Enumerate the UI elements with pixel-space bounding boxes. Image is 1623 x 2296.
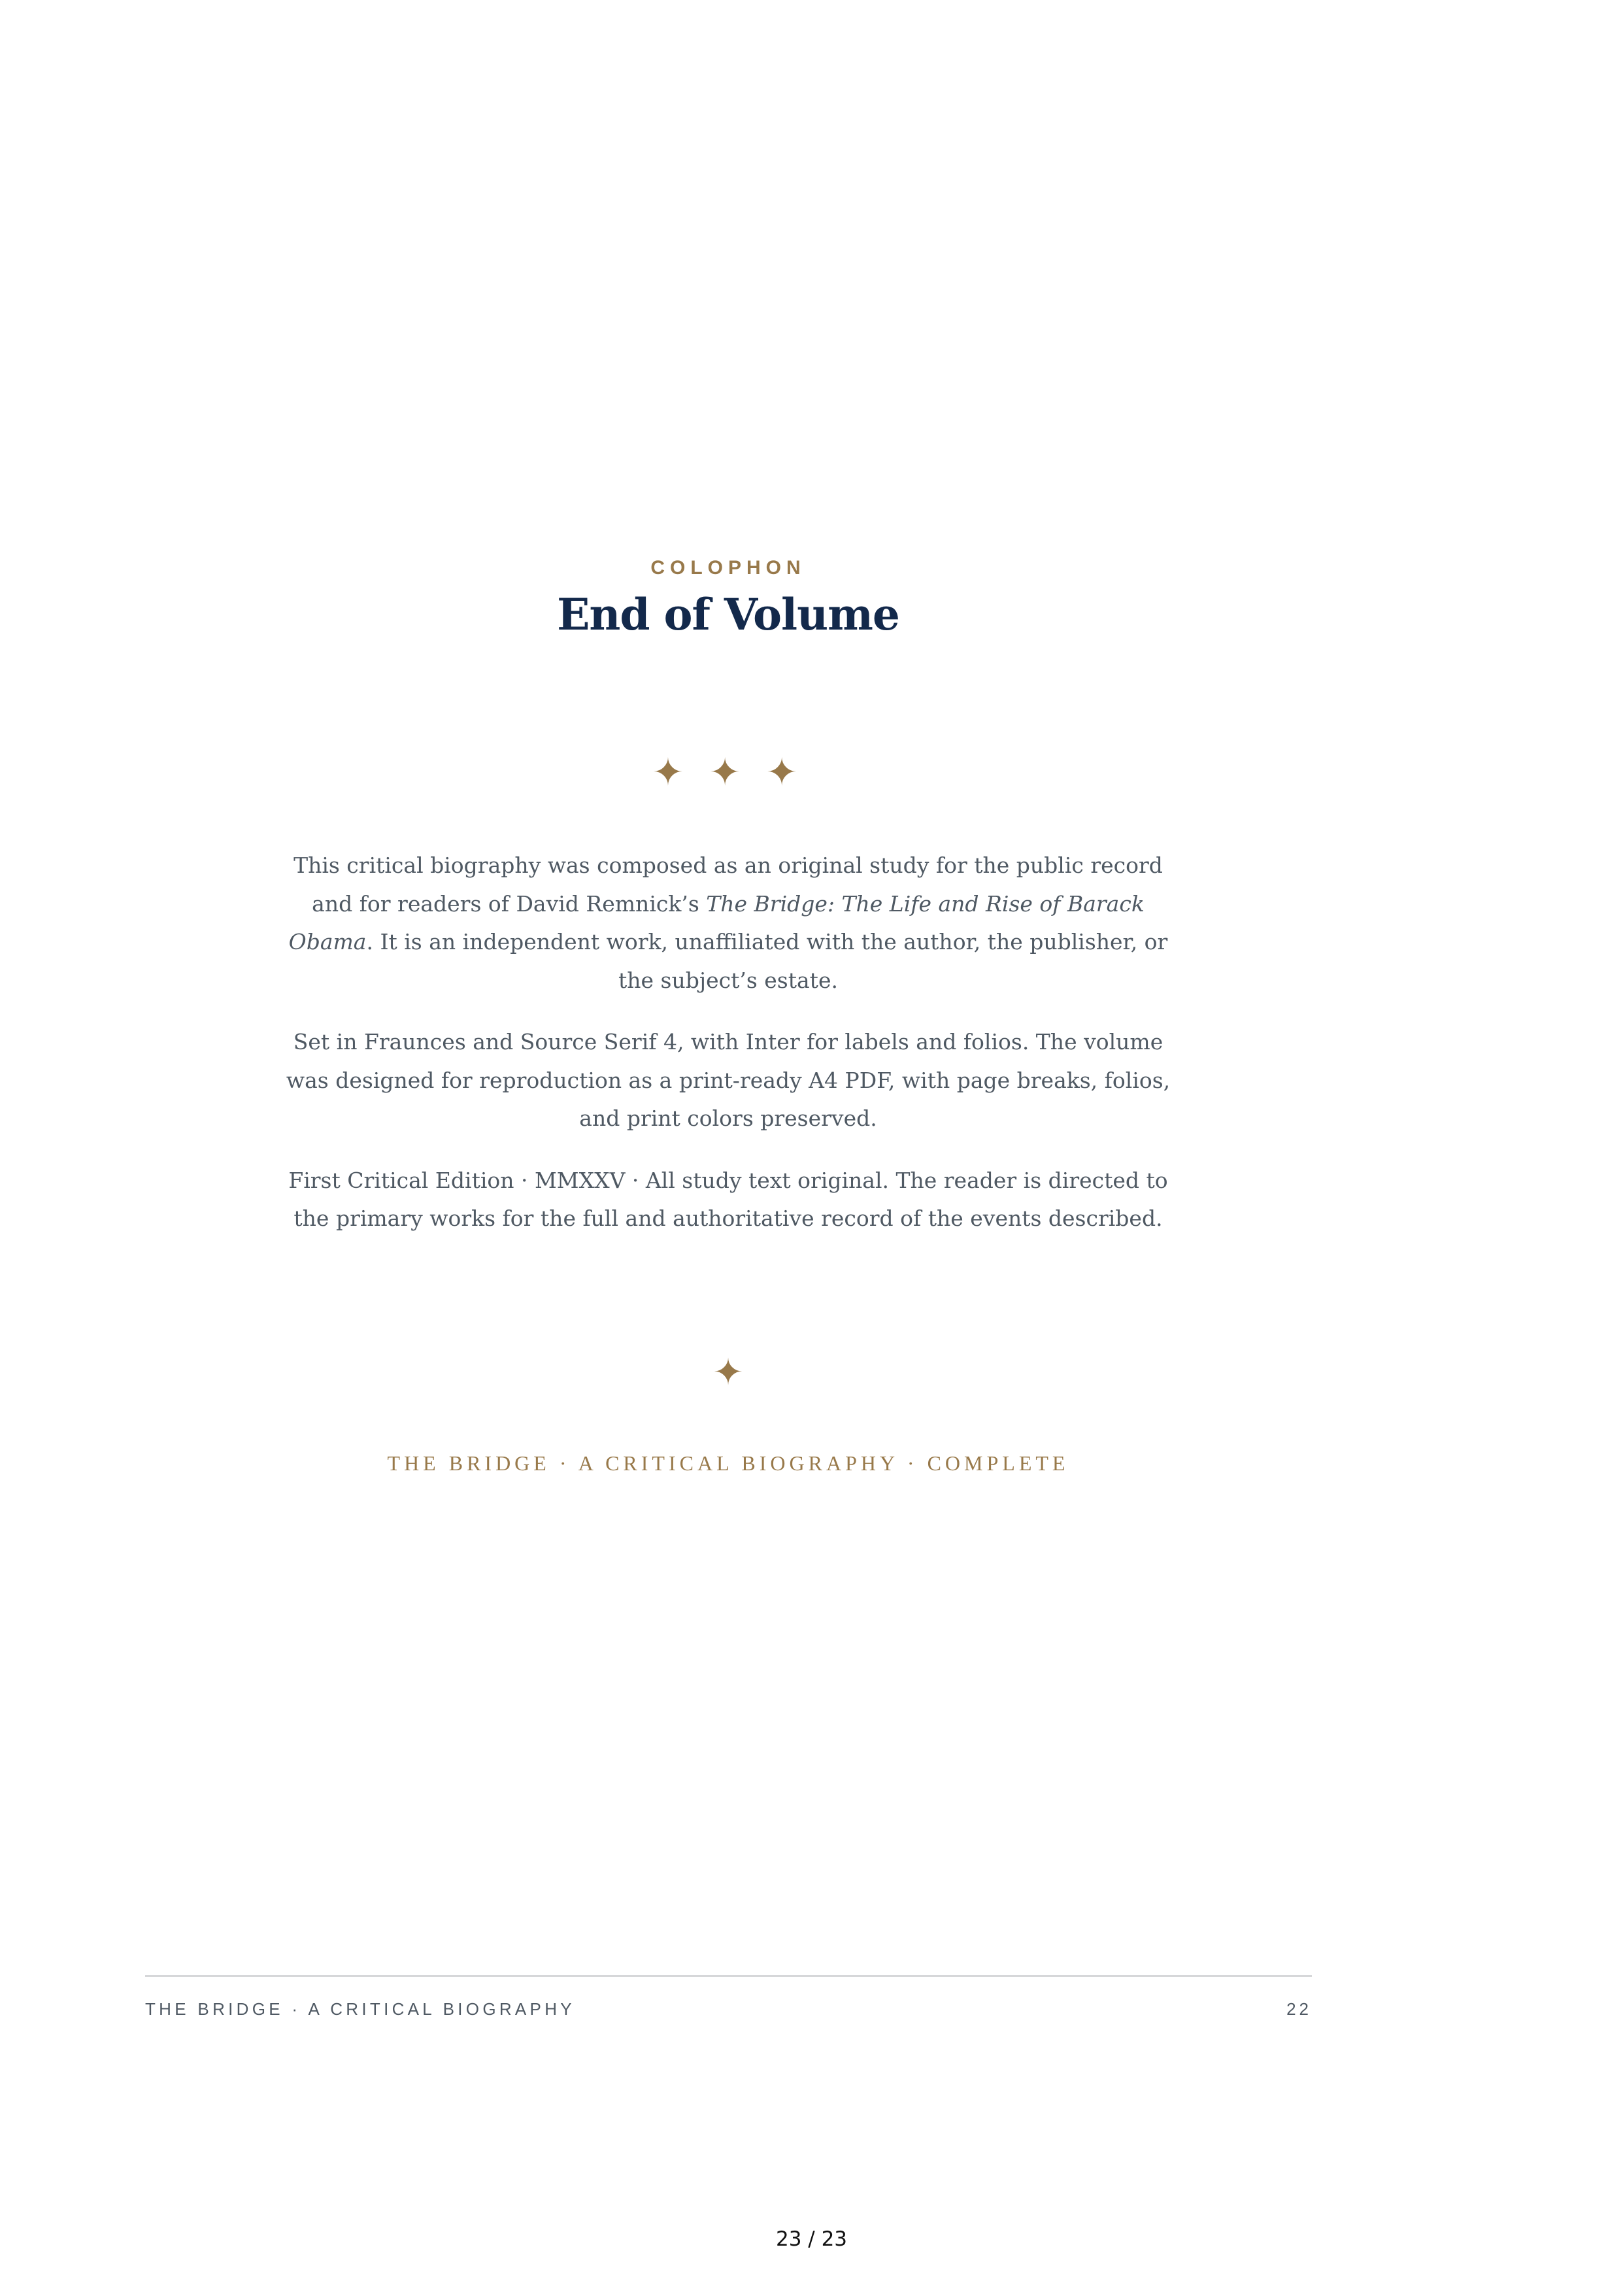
colophon-paragraph: First Critical Edition · MMXXV · All study text original. The reader is directed to the primary works for the full and authoritative record of the events described. bbox=[288, 1167, 1168, 1231]
colophon-paragraph bbox=[281, 847, 1175, 1000]
page-folio: 22 bbox=[1286, 1999, 1312, 2019]
running-title: THE BRIDGE · A CRITICAL BIOGRAPHY bbox=[145, 1999, 575, 2019]
footer-divider bbox=[145, 1975, 1312, 1977]
section-eyebrow: COLOPHON bbox=[650, 557, 806, 579]
sparkle-ornament-icon: ✦ ✦ ✦ bbox=[652, 750, 805, 794]
end-line: THE BRIDGE · A CRITICAL BIOGRAPHY · COMPLETE bbox=[387, 1451, 1069, 1475]
sparkle-icon: ✦ bbox=[712, 1351, 744, 1394]
paragraph-text: This critical biography was composed as an original study for the public record and for readers of David Remnick’s bbox=[293, 853, 1163, 917]
colophon-body bbox=[281, 847, 1175, 1262]
page-title: End of Volume bbox=[557, 589, 899, 640]
page-indicator: 23 / 23 bbox=[775, 2227, 848, 2251]
paragraph-text: . It is an independent work, unaffiliated with the author, the publisher, or the subject’s estate. bbox=[366, 929, 1168, 993]
book-title: The Bridge: The Life and Rise of Barack Obama bbox=[288, 890, 1145, 954]
colophon-paragraph: Set in Fraunces and Source Serif 4, with Inter for labels and folios. The volume was designed for reproduction as a print-ready A4 PDF, with page breaks, folios, and print colors preserved. bbox=[286, 1029, 1171, 1131]
